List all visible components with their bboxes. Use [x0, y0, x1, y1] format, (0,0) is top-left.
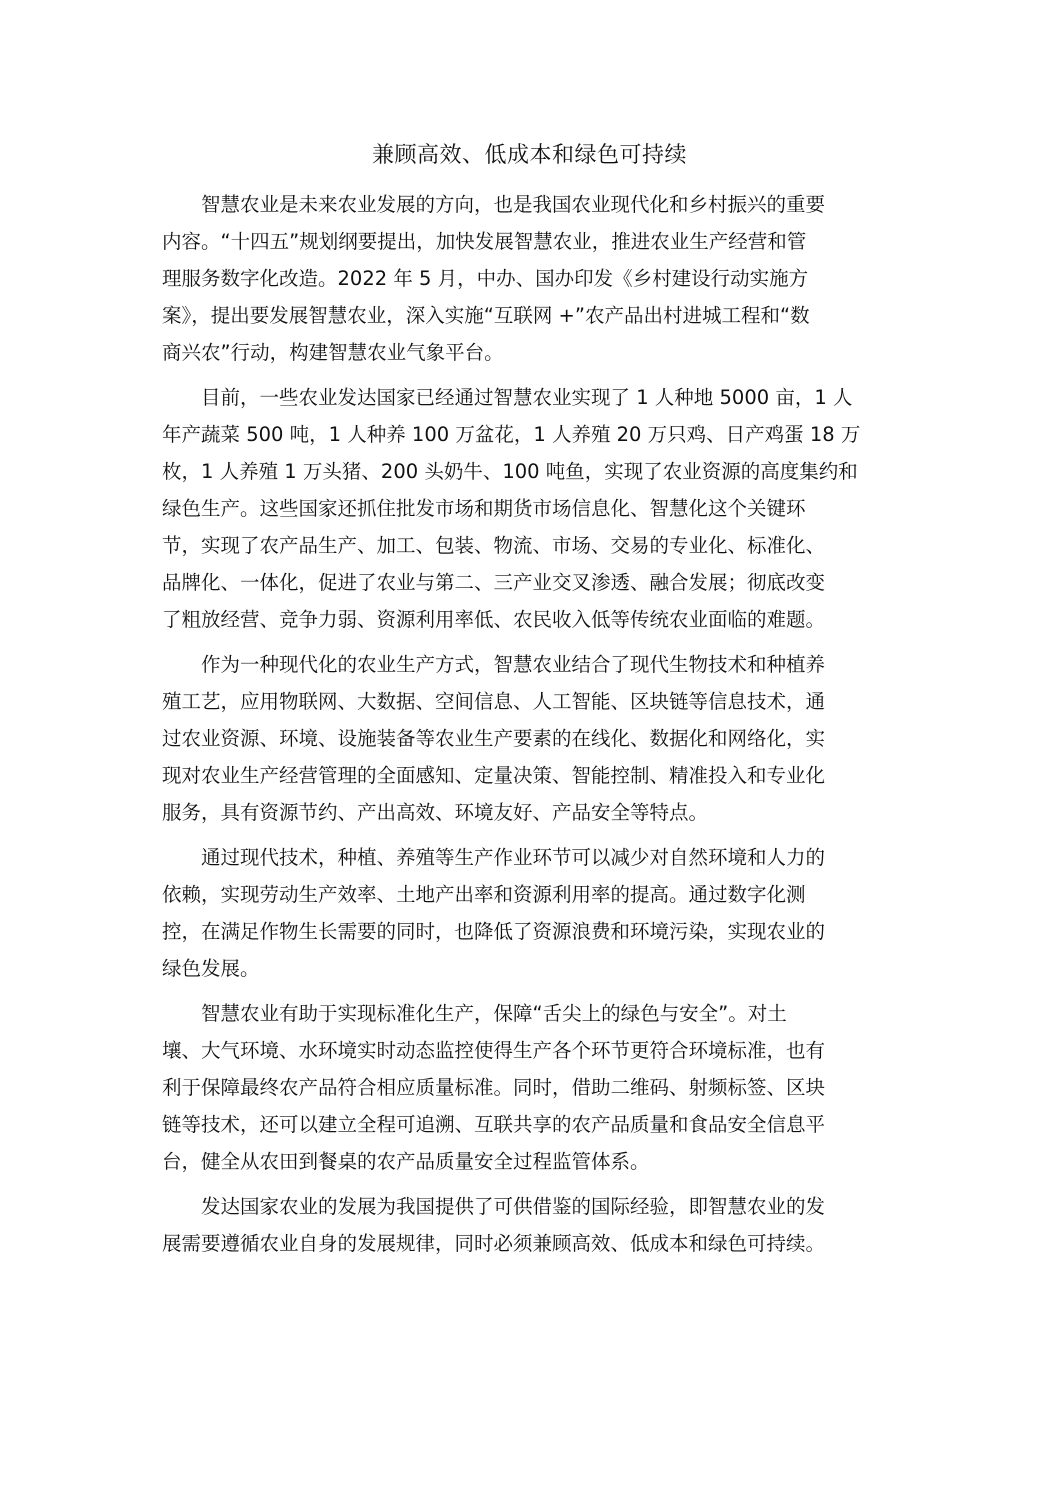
- text-line: 利于保障最终农产品符合相应质量标准。同时，借助二维码、射频标签、区块: [162, 1076, 826, 1099]
- paragraph: [162, 186, 896, 371]
- document-body: [162, 186, 896, 1270]
- text-line: 绿色生产。这些国家还抓住批发市场和期货市场信息化、智慧化这个关键环: [162, 497, 806, 520]
- text-line: 了粗放经营、竞争力弱、资源利用率低、农民收入低等传统农业面临的难题。: [162, 608, 826, 631]
- text-line: 殖工艺，应用物联网、大数据、空间信息、人工智能、区块链等信息技术，通: [162, 690, 826, 713]
- paragraph: [162, 379, 896, 638]
- text-line: 台，健全从农田到餐桌的农产品质量安全过程监管体系。: [162, 1150, 650, 1173]
- document-title: 兼顾高效、低成本和绿色可持续: [371, 143, 687, 168]
- text-line: 过农业资源、环境、设施装备等农业生产要素的在线化、数据化和网络化，实: [162, 727, 826, 750]
- text-line: 控，在满足作物生长需要的同时，也降低了资源浪费和环境污染，实现农业的: [162, 920, 826, 943]
- text-line: 壤、大气环境、水环境实时动态监控使得生产各个环节更符合环境标准，也有: [162, 1039, 826, 1062]
- text-line: 枚，1 人养殖 1 万头猪、200 头奶牛、100 吨鱼，实现了农业资源的高度集约和: [162, 460, 858, 483]
- text-line: 展需要遵循农业自身的发展规律，同时必须兼顾高效、低成本和绿色可持续。: [162, 1232, 826, 1255]
- paragraph: [162, 646, 896, 831]
- text-line: 年产蔬菜 500 吨，1 人种养 100 万盆花，1 人养殖 20 万只鸡、日产鸡蛋 18 万: [162, 423, 861, 446]
- text-line: 发达国家农业的发展为我国提供了可供借鉴的国际经验，即智慧农业的发: [201, 1195, 826, 1218]
- text-line: 通过现代技术，种植、养殖等生产作业环节可以减少对自然环境和人力的: [201, 846, 826, 869]
- text-line: 案》，提出要发展智慧农业，深入实施“互联网 +”农产品出村进城工程和“数: [162, 304, 810, 327]
- text-line: 链等技术，还可以建立全程可追溯、互联共享的农产品质量和食品安全信息平: [162, 1113, 826, 1136]
- text-line: 智慧农业有助于实现标准化生产，保障“舌尖上的绿色与安全”。对土: [201, 1002, 787, 1025]
- paragraph: [162, 995, 896, 1180]
- text-line: 商兴农”行动，构建智慧农业气象平台。: [162, 341, 504, 364]
- text-line: 目前，一些农业发达国家已经通过智慧农业实现了 1 人种地 5000 亩，1 人: [201, 386, 853, 409]
- text-line: 现对农业生产经营管理的全面感知、定量决策、智能控制、精准投入和专业化: [162, 764, 826, 787]
- text-line: 服务，具有资源节约、产出高效、环境友好、产品安全等特点。: [162, 801, 709, 824]
- text-line: 节，实现了农产品生产、加工、包装、物流、市场、交易的专业化、标准化、: [162, 534, 826, 557]
- text-line: 作为一种现代化的农业生产方式，智慧农业结合了现代生物技术和种植养: [201, 653, 826, 676]
- text-line: 依赖，实现劳动生产效率、土地产出率和资源利用率的提高。通过数字化测: [162, 883, 806, 906]
- text-line: 智慧农业是未来农业发展的方向，也是我国农业现代化和乡村振兴的重要: [201, 193, 826, 216]
- text-line: 内容。“十四五”规划纲要提出，加快发展智慧农业，推进农业生产经营和管: [162, 230, 807, 253]
- text-line: 理服务数字化改造。2022 年 5 月，中办、国办印发《乡村建设行动实施方: [162, 267, 809, 290]
- paragraph: [162, 839, 896, 987]
- text-line: 绿色发展。: [162, 957, 260, 980]
- paragraph: [162, 1188, 896, 1262]
- text-line: 品牌化、一体化，促进了农业与第二、三产业交叉渗透、融合发展；彻底改变: [162, 571, 826, 594]
